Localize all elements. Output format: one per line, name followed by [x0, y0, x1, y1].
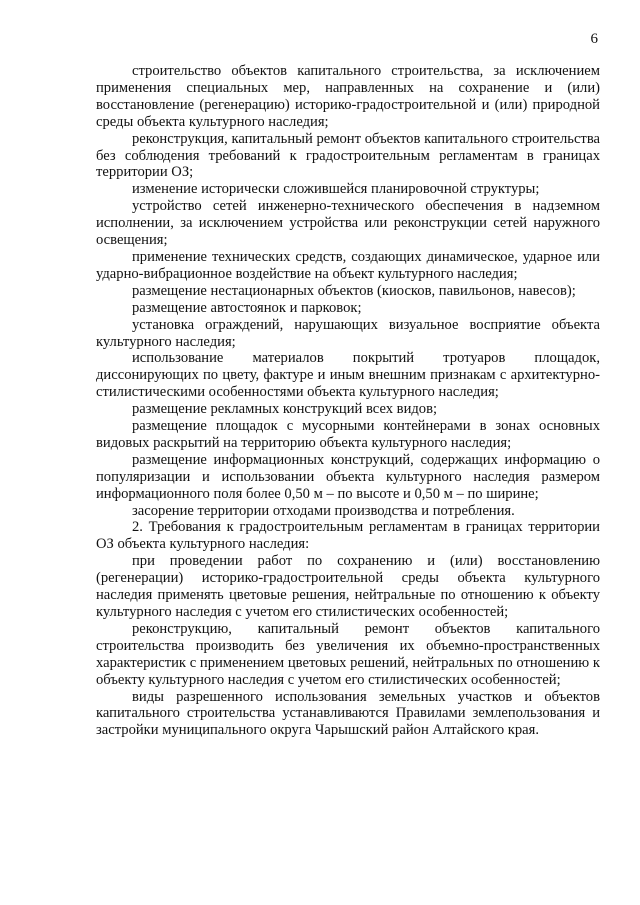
paragraph: устройство сетей инженерно-технического обеспечения в надземном исполнении, за исключением устройства или реконструкции сетей наружного освещения;: [96, 198, 600, 249]
paragraph: размещение информационных конструкций, содержащих информацию о популяризации и использовании объекта культурного наследия размером информационного поля более 0,50 м – по высоте и 0,50 м – по ширине;: [96, 451, 600, 502]
paragraph: строительство объектов капитального строительства, за исключением применения специальных мер, направленных на сохранение и (или) восстановление (регенерацию) историко-градостроительной и (или) природной среды объекта культурного наследия;: [96, 63, 600, 130]
section-heading: 2. Требования к градостроительным регламентам в границах территории ОЗ объекта культурного наследия:: [96, 519, 600, 553]
paragraph: засорение территории отходами производства и потребления.: [132, 502, 515, 519]
paragraph: при проведении работ по сохранению и (или) восстановлению (регенерации) историко-градостроительной среды объекта культурного наследия применять цветовые решения, нейтральные по отношению к объекту культурного наследия с учетом его стилистических особенностей;: [96, 553, 600, 620]
paragraph: размещение рекламных конструкций всех видов;: [132, 401, 438, 418]
paragraph: использование материалов покрытий тротуаров площадок, диссонирующих по цвету, фактуре и иным внешним признакам с архитектурно-стилистическими особенностями объекта культурного наследия;: [96, 350, 600, 401]
paragraph: установка ограждений, нарушающих визуальное восприятие объекта культурного наследия;: [96, 316, 600, 350]
document-body: [96, 63, 600, 739]
paragraph: реконструкцию, капитальный ремонт объектов капитального строительства производить без увеличения их объемно-пространственных характеристик с применением цветовых решений, нейтральных по отношению к объекту культурного наследия с учетом его стилистических особенностей;: [96, 620, 600, 688]
paragraph: размещение площадок с мусорными контейнерами в зонах основных видовых раскрытий на территорию объекта культурного наследия;: [96, 418, 600, 451]
paragraph: виды разрешенного использования земельных участков и объектов капитального строительства устанавливаются Правилами землепользования и застройки муниципального округа Чарышский район Алтайского края.: [96, 688, 600, 739]
paragraph: размещение нестационарных объектов (киосков, павильонов, навесов);: [132, 282, 576, 299]
paragraph: реконструкция, капитальный ремонт объектов капитального строительства без соблюдения требований к градостроительным регламентам в границах территории ОЗ;: [96, 130, 600, 181]
paragraph: применение технических средств, создающих динамическое, ударное или ударно-вибрационное воздействие на объект культурного наследия;: [96, 248, 600, 282]
page-number: 6: [590, 31, 598, 47]
paragraph: изменение исторически сложившейся планировочной структуры;: [132, 181, 540, 198]
paragraph: размещение автостоянок и парковок;: [132, 299, 362, 316]
